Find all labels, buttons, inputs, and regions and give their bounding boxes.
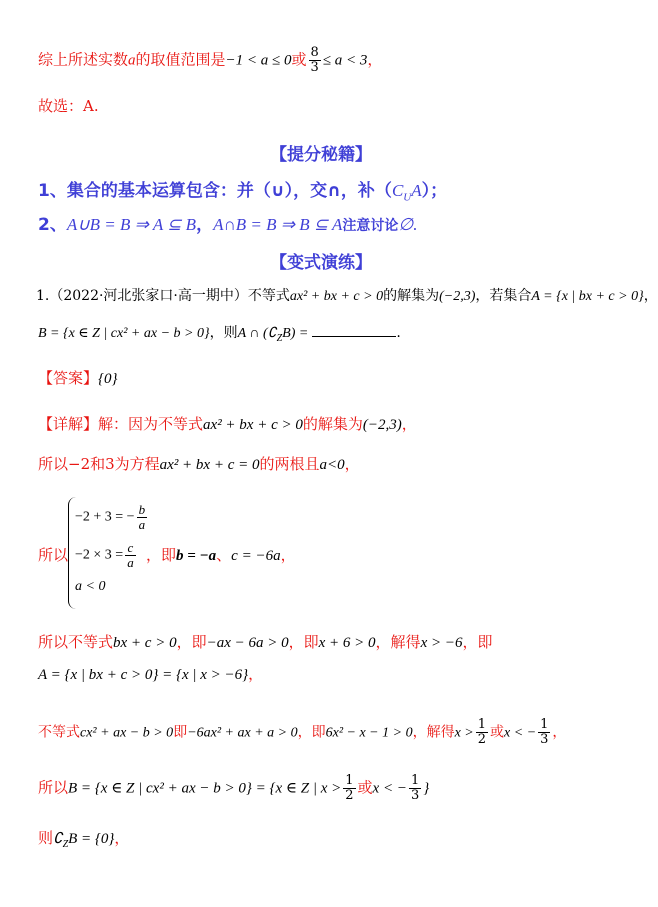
tip-1 xyxy=(38,176,447,203)
frac-half: $\frac{1}{2}$ xyxy=(477,717,487,747)
tip-1-end: ）； xyxy=(421,181,448,201)
detail-l2-end: ， xyxy=(344,455,360,473)
detail-line-2 xyxy=(38,454,360,475)
detail-line-1 xyxy=(38,414,417,435)
conclusion-prefix: 综上所述实数 xyxy=(38,50,129,69)
system-row-3: a < 0 xyxy=(75,579,106,594)
system-row-1: −2 + 3 = − $\frac{b}{a}$ xyxy=(75,502,146,532)
detail-line-4: 所以不等式bx + c > 0，即−ax − 6a > 0，即x + 6 > 0，解得x > −6，即 xyxy=(38,633,493,651)
tip-2-num: 2、 xyxy=(38,215,67,235)
tip-2-b: A∩B = B ⇒ B ⊆ A xyxy=(213,215,343,234)
detail-l2-cond: a<0 xyxy=(319,457,345,473)
answer-blank xyxy=(312,322,396,337)
frac-third-2: $\frac{1}{3}$ xyxy=(410,773,420,803)
answer-label: 【答案】 xyxy=(38,369,99,387)
tip-1-sub: U xyxy=(403,191,412,204)
detail-sys-c: c = −6a xyxy=(231,548,281,564)
detail-line-5: A = {x | bx + c > 0} = {x | x > −6}， xyxy=(38,665,264,683)
problem-expr2: B) = xyxy=(282,326,309,341)
detail-line-6: 不等式cx² + ax − b > 0即−6ax² + ax + a > 0，即6x² − x − 1 > 0，解得x > $\frac{1}{2}$ 或x < − $\frac{1}{3}$ ， xyxy=(38,717,567,747)
tip-2-empty: ∅. xyxy=(398,215,418,234)
conclusion-mid: 的取值范围是 xyxy=(135,50,226,69)
problem-line-2: B = {x ∈ Z | cx² + ax − b > 0}，则A ∩ $(∁_ZB)$ = . xyxy=(38,322,401,349)
problem-line-1 xyxy=(36,286,658,307)
answer-line xyxy=(38,368,118,389)
problem-prefix: 1.（2022·河北张家口·高一期中）不等式 xyxy=(36,288,290,304)
tip-2-sep: ， xyxy=(196,215,214,235)
frac-third: $\frac{1}{3}$ xyxy=(540,717,549,747)
tip-1-text: 1、集合的基本运算包含：并（∪），交∩，补（ xyxy=(38,181,392,201)
detail-l2-prefix: 所以−2和3为方程 xyxy=(38,455,160,473)
problem-setB: B = {x ∈ Z | cx² + ax − b > 0} xyxy=(38,326,210,341)
answer-value: {0} xyxy=(98,371,118,387)
frac-b-a: $\frac{b}{a}$ xyxy=(138,502,146,532)
tip-2-note: 注意讨论 xyxy=(342,218,399,234)
conclusion-range2: ≤ a < 3 xyxy=(322,52,368,69)
conclusion-var: a xyxy=(128,52,136,69)
problem-ineq: ax² + bx + c > 0 xyxy=(289,289,384,304)
detail-label: 【详解】 xyxy=(38,415,99,433)
frac-half-2: $\frac{1}{2}$ xyxy=(345,773,354,803)
section-tips-title: 【提分秘籍】 xyxy=(270,145,372,165)
problem-mid3: ，则 xyxy=(209,325,238,341)
problem-interval: (−2,3) xyxy=(439,289,476,304)
problem-mid: 的解集为 xyxy=(383,288,440,304)
detail-mid: 的解集为 xyxy=(302,415,363,433)
conclusion-line xyxy=(38,46,382,75)
problem-expr: A ∩ (∁ xyxy=(237,326,277,341)
choice-line: 故选：A. xyxy=(38,97,99,115)
tip-1-math: C xyxy=(391,181,404,200)
problem-sub: Z xyxy=(276,332,283,344)
detail-l2-eq: ax² + bx + c = 0 xyxy=(159,457,260,473)
conclusion-range1: −1 < a ≤ 0 xyxy=(225,52,292,69)
detail-interval: (−2,3) xyxy=(362,417,402,433)
detail-system-after: ，即b = −a、c = −6a， xyxy=(146,546,296,564)
conclusion-or: 或 xyxy=(291,50,307,69)
detail-intro: 解：因为不等式 xyxy=(98,415,204,433)
detail-so: 所以 xyxy=(38,546,69,564)
tip-2-a: A∪B = B ⇒ A ⊆ B xyxy=(66,215,197,234)
detail-sys-b: b = −a xyxy=(176,548,217,564)
tip-1-math2: A xyxy=(411,181,422,200)
system-row-2: −2 × 3 = $\frac{c}{a}$ xyxy=(75,540,134,570)
frac-c-a: $\frac{c}{a}$ xyxy=(127,540,134,570)
conclusion-fraction: $\frac{8}{3}$ xyxy=(310,45,319,75)
problem-setA: A = {x | bx + c > 0} xyxy=(531,289,644,304)
detail-line-7: 所以B = {x ∈ Z | cx² + ax − b > 0} = {x ∈ Z | x > $\frac{1}{2}$ 或x < − $\frac{1}{3}$ } xyxy=(38,773,430,803)
detail-ineq: ax² + bx + c > 0 xyxy=(203,417,303,433)
problem-end: ， xyxy=(643,288,658,304)
problem-mid2: ，若集合 xyxy=(475,288,532,304)
tip-2 xyxy=(38,210,417,235)
detail-end: ， xyxy=(401,415,417,433)
detail-l2-mid: 的两根且 xyxy=(259,455,320,473)
conclusion-end: ， xyxy=(367,50,383,69)
detail-line-8: 则$∁_ZB = \{0\}$， xyxy=(38,829,130,850)
section-practice-title: 【变式演练】 xyxy=(270,253,372,273)
